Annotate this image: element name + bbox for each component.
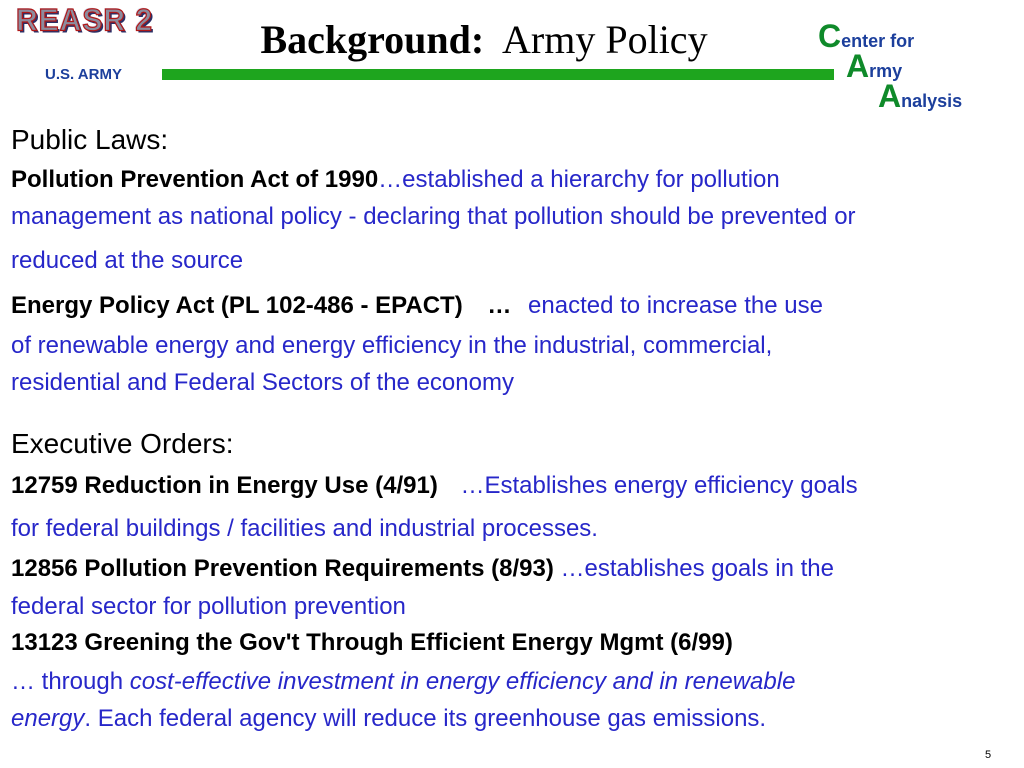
page-number: 5: [985, 749, 992, 761]
eo1-text-1: …Establishes energy efficiency goals: [460, 472, 858, 499]
executive-orders-heading: Executive Orders:: [11, 428, 234, 459]
us-army-label: U.S. ARMY: [45, 66, 122, 83]
caa-logo-text-3: nalysis: [901, 91, 963, 111]
ppa-line-1: [11, 166, 780, 194]
eo2-line-2: federal sector for pollution prevention: [11, 593, 406, 620]
eo3-text-italic-2: energy: [11, 705, 85, 732]
header-divider-bar: [162, 69, 834, 80]
eo1-title: 12759 Reduction in Energy Use (4/91): [11, 472, 438, 499]
eo3-text-rest: . Each federal agency will reduce its greenhouse gas emissions.: [84, 705, 767, 732]
epact-ellipsis: …: [487, 292, 512, 319]
eo3-line-2: [11, 668, 795, 696]
title-strong: Background:: [260, 17, 485, 62]
ppa-text-1: …established a hierarchy for pollution: [378, 166, 780, 193]
ppa-line-2: management as national policy - declaring that pollution should be prevented or: [11, 203, 856, 230]
eo1-line-1: [11, 472, 858, 500]
epact-title: Energy Policy Act (PL 102-486 - EPACT): [11, 292, 463, 319]
caa-logo-text-1: enter for: [841, 31, 915, 51]
eo3-title: 13123 Greening the Gov't Through Efficient Energy Mgmt (6/99): [11, 629, 733, 656]
caa-logo-letter-a1: A: [846, 48, 870, 84]
caa-logo-text-2: rmy: [869, 61, 903, 81]
epact-text-1: enacted to increase the use: [528, 292, 823, 319]
caa-logo-letter-c: C: [818, 18, 842, 54]
eo2-line-1: [11, 555, 834, 583]
epact-line-2: of renewable energy and energy efficiency in the industrial, commercial,: [11, 332, 773, 359]
caa-logo-line-3: [878, 80, 962, 112]
public-laws-heading: Public Laws:: [11, 124, 169, 155]
eo3-text-italic-1: cost-effective investment in energy efficiency and in renewable: [129, 668, 796, 695]
reasr-logo: REASR 2: [16, 3, 154, 38]
epact-line-3: residential and Federal Sectors of the economy: [11, 369, 514, 396]
eo2-text-1: …establishes goals in the: [560, 555, 834, 582]
eo3-line-3: [11, 705, 766, 733]
eo3-text-pre: … through: [11, 668, 130, 695]
eo1-line-2: for federal buildings / facilities and industrial processes.: [11, 515, 598, 542]
eo2-title: 12856 Pollution Prevention Requirements (8/93): [11, 555, 554, 582]
caa-logo-letter-a2: A: [878, 78, 902, 114]
eo3-line-1: [11, 629, 733, 657]
ppa-title: Pollution Prevention Act of 1990: [11, 166, 379, 193]
epact-line-1: [11, 292, 823, 320]
ppa-line-3: reduced at the source: [11, 247, 244, 274]
title-rest: Army Policy: [502, 17, 708, 62]
